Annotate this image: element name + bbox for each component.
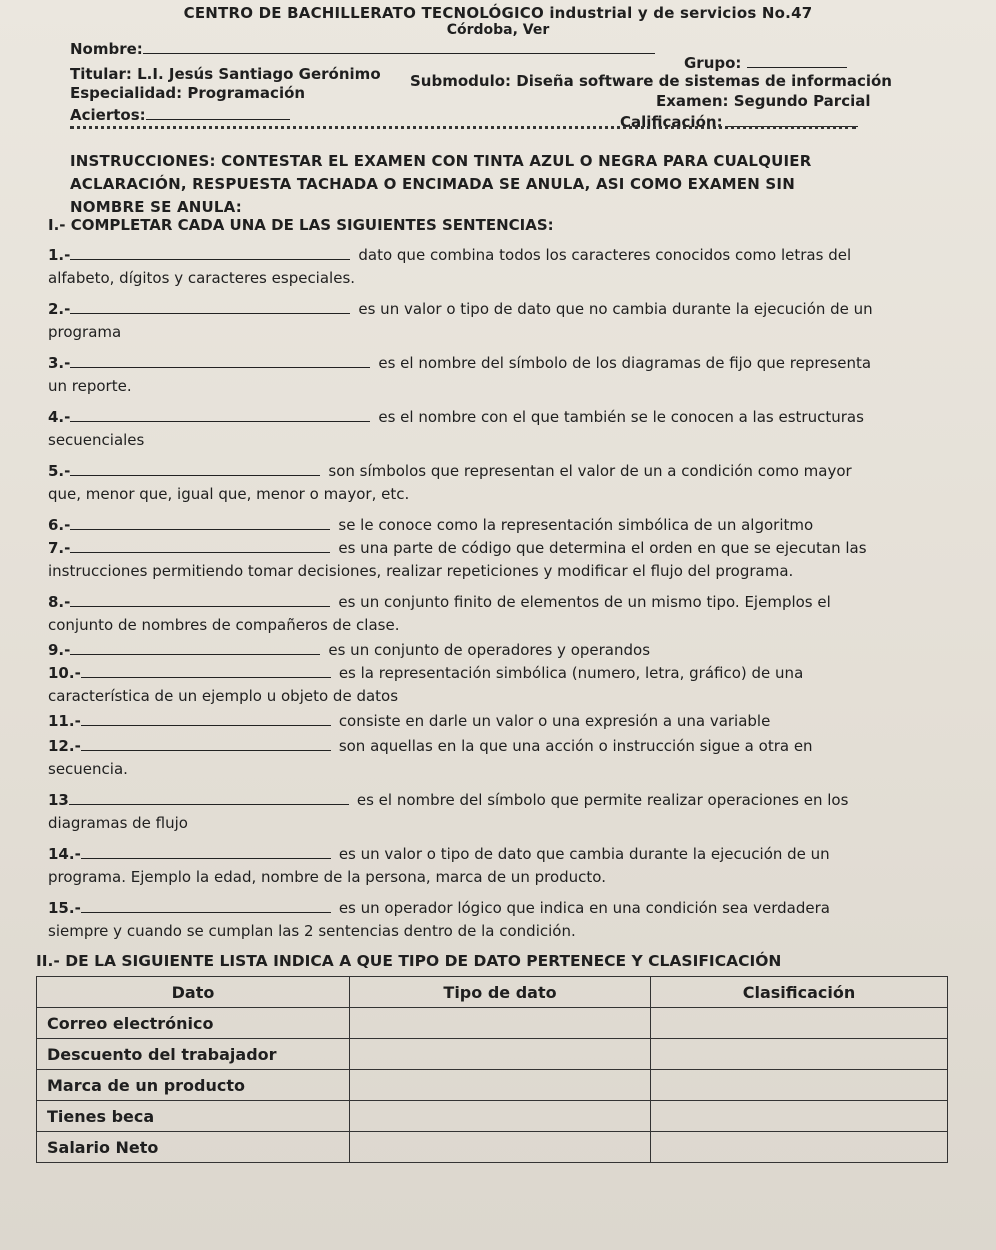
table-row [37,1070,948,1101]
tipo-cell[interactable] [350,1039,651,1070]
dato-cell: Salario Neto [37,1132,350,1163]
sentences-list [48,244,876,943]
tipo-cell[interactable] [350,1132,651,1163]
nombre-blank[interactable] [143,41,655,54]
school-city: Córdoba, Ver [446,22,550,38]
tipo-cell[interactable] [350,1008,651,1039]
grupo-label: Grupo: [684,54,742,72]
examen: Examen: Segundo Parcial [656,92,871,110]
answer-blank[interactable] [70,594,330,607]
section-1-title: I.- COMPLETAR CADA UNA DE LAS SIGUIENTES SENTENCIAS: [48,216,554,234]
tipo-cell[interactable] [350,1070,651,1101]
titular: Titular: L.I. Jesús Santiago Gerónimo [70,65,381,83]
answer-blank[interactable] [70,540,330,553]
list-item: 8.- es un conjunto finito de elementos de un mismo tipo. Ejemplos el conjunto de nombres de compañeros de clase. [48,593,831,634]
clasificacion-cell[interactable] [651,1039,948,1070]
table-row [37,1101,948,1132]
answer-blank[interactable] [70,355,370,368]
answer-blank[interactable] [70,247,350,260]
answer-blank[interactable] [81,738,331,751]
answer-blank[interactable] [81,846,331,859]
list-item: 13 es el nombre del símbolo que permite realizar operaciones en los diagramas de flujo [48,791,849,832]
list-item: 2.- es un valor o tipo de dato que no cambia durante la ejecución de un programa [48,300,873,341]
header-dato: Dato [37,977,350,1008]
dato-cell: Marca de un producto [37,1070,350,1101]
clasificacion-cell[interactable] [651,1132,948,1163]
answer-blank[interactable] [70,463,320,476]
answer-blank[interactable] [81,665,331,678]
answer-blank[interactable] [70,301,350,314]
clasificacion-cell[interactable] [651,1008,948,1039]
data-type-table [36,976,948,1163]
answer-blank[interactable] [70,409,370,422]
table-row [37,1132,948,1163]
section-2-title: II.- DE LA SIGUIENTE LISTA INDICA A QUE TIPO DE DATO PERTENECE Y CLASIFICACIÓN [36,952,782,970]
tipo-cell[interactable] [350,1101,651,1132]
clasificacion-cell[interactable] [651,1101,948,1132]
answer-blank[interactable] [70,642,320,655]
aciertos-label: Aciertos: [70,106,146,124]
dato-cell: Correo electrónico [37,1008,350,1039]
calificacion-label: Calificación: [620,113,723,131]
dato-cell: Tienes beca [37,1101,350,1132]
list-item: 7.- es una parte de código que determina el orden en que se ejecutan las instrucciones permitiendo tomar decisiones, realizar repeticiones y modificar el flujo del programa. [48,539,867,580]
grupo-field[interactable] [684,54,847,72]
aciertos-field[interactable] [70,106,290,124]
header-tipo-de-dato: Tipo de dato [350,977,651,1008]
list-item: 9.- es un conjunto de operadores y operandos [48,641,651,659]
list-item: 14.- es un valor o tipo de dato que cambia durante la ejecución de un programa. Ejemplo la edad, nombre de la persona, marca de un producto. [48,845,830,886]
table-row [37,1039,948,1070]
list-item: 10.- es la representación simbólica (numero, letra, gráfico) de una característica de un ejemplo u objeto de datos [48,664,804,705]
school-name: CENTRO DE BACHILLERATO TECNOLÓGICO industrial y de servicios No.47 [183,4,813,22]
table-row [37,1008,948,1039]
answer-blank[interactable] [81,713,331,726]
instructions: INSTRUCCIONES: CONTESTAR EL EXAMEN CON TINTA AZUL O NEGRA PARA CUALQUIER ACLARACIÓN, RESPUESTA TACHADA O ENCIMADA SE ANULA, ASI COMO EXAMEN SIN NOMBRE SE ANULA: [70,152,812,216]
answer-blank[interactable] [81,900,331,913]
list-item: 5.- son símbolos que representan el valor de un a condición como mayor que, menor que, igual que, menor o mayor, etc. [48,462,852,503]
nombre-field[interactable] [70,40,655,58]
clasificacion-cell[interactable] [651,1070,948,1101]
especialidad: Especialidad: Programación [70,84,306,102]
list-item: 1.- dato que combina todos los caracteres conocidos como letras del alfabeto, dígitos y caracteres especiales. [48,246,852,287]
aciertos-blank[interactable] [146,107,290,120]
answer-blank[interactable] [69,792,349,805]
nombre-label: Nombre: [70,40,143,58]
list-item: 12.- son aquellas en la que una acción o instrucción sigue a otra en secuencia. [48,737,813,778]
list-item: 6.- se le conoce como la representación simbólica de un algoritmo [48,516,814,534]
answer-blank[interactable] [70,517,330,530]
dato-cell: Descuento del trabajador [37,1039,350,1070]
list-item: 11.- consiste en darle un valor o una expresión a una variable [48,712,771,730]
list-item: 15.- es un operador lógico que indica en una condición sea verdadera siempre y cuando se cumplan las 2 sentencias dentro de la condición. [48,899,830,940]
header-clasificacion: Clasificación [651,977,948,1008]
list-item: 4.- es el nombre con el que también se le conocen a las estructuras secuenciales [48,408,864,449]
list-item: 3.- es el nombre del símbolo de los diagramas de fijo que representa un reporte. [48,354,872,395]
dotted-divider [70,126,856,129]
submodulo: Submodulo: Diseña software de sistemas de información [410,72,892,90]
grupo-blank[interactable] [747,55,847,68]
table-header-row [37,977,948,1008]
